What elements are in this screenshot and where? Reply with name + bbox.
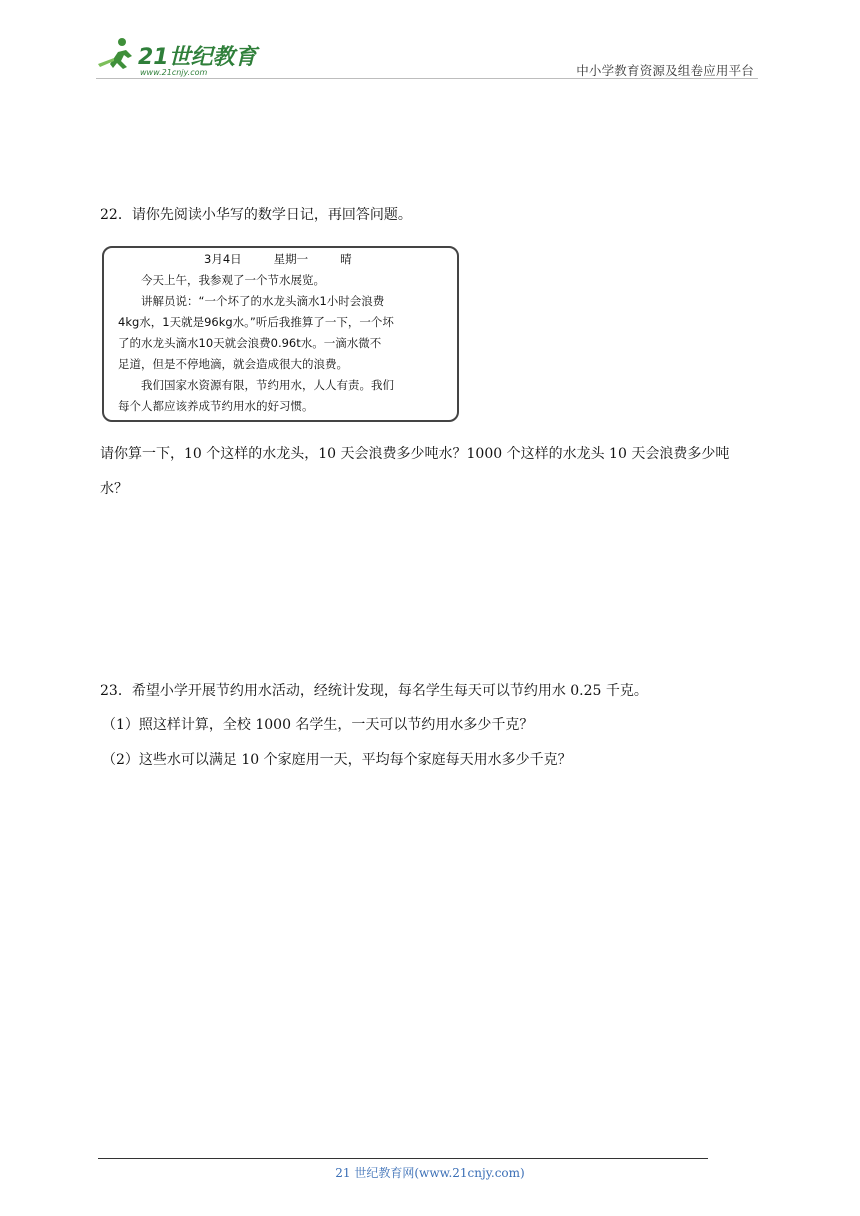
diary-date: 3月4日: [204, 252, 242, 266]
diary-line: 今天上午，我参观了一个节水展览。: [141, 273, 325, 287]
diary-line: 4kg水，1天就是96kg水。”听后我推算了一下，一个坏: [118, 315, 394, 329]
runner-icon: [98, 38, 132, 69]
diary-line: 讲解员说：“一个坏了的水龙头滴水1小时会浪费: [141, 294, 385, 308]
site-logo: [92, 34, 262, 78]
svg-text:www.21cnjy.com: www.21cnjy.com: [140, 68, 208, 77]
diary-line: 我们国家水资源有限，节约用水，人人有责。我们: [141, 378, 394, 392]
math-diary-box: [102, 246, 459, 422]
diary-line: 每个人都应该养成节约用水的好习惯。: [118, 399, 314, 413]
diary-line: 了的水龙头滴水10天就会浪费0.96t水。一滴水微不: [118, 336, 382, 350]
header-divider: [96, 78, 758, 79]
diary-line: 足道，但是不停地滴，就会造成很大的浪费。: [118, 357, 348, 371]
diary-weather: 晴: [340, 252, 352, 266]
question-22-ask-continued: 水？: [100, 481, 128, 497]
diary-date-row: [118, 249, 445, 270]
platform-name: 中小学教育资源及组卷应用平台: [576, 63, 754, 78]
question-23-part-1: （1）照这样计算，全校 1000 名学生，一天可以节约用水多少千克？: [102, 717, 534, 733]
question-22-ask: 请你算一下，10 个这样的水龙头，10 天会浪费多少吨水？1000 个这样的水龙头 10 天会浪费多少吨: [100, 446, 730, 462]
question-23-part-2: （2）这些水可以满足 10 个家庭用一天，平均每个家庭每天用水多少千克？: [102, 752, 572, 768]
question-23-title: 23．希望小学开展节约用水活动，经统计发现，每名学生每天可以节约用水 0.25 千克。: [100, 683, 648, 699]
footer-text: 21 世纪教育网(www.21cnjy.com): [335, 1166, 525, 1180]
footer-divider: [98, 1158, 708, 1159]
svg-text:21世纪教育: 21世纪教育: [138, 45, 257, 70]
question-22-title: 22．请你先阅读小华写的数学日记，再回答问题。: [100, 207, 412, 223]
diary-weekday: 星期一: [273, 252, 309, 266]
